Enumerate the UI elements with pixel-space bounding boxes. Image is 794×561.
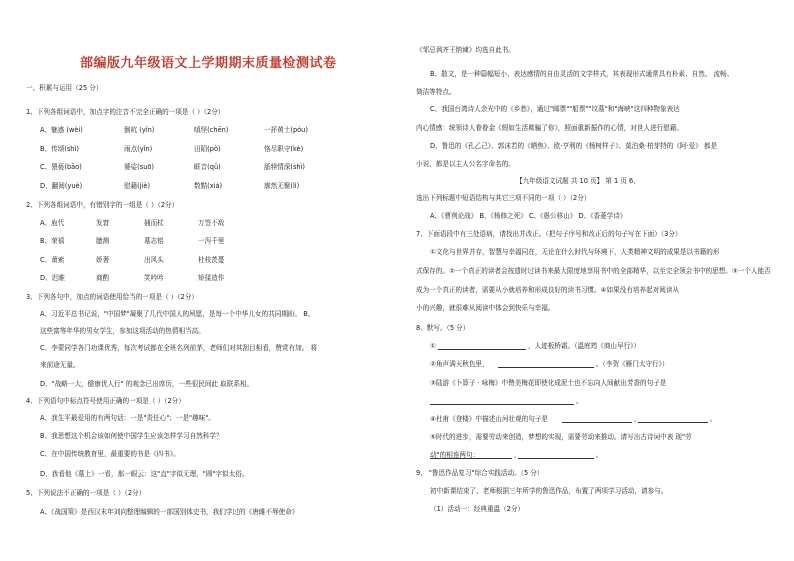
left-text-line: C、猥亵(bāo) (40, 163, 82, 171)
left-text-line: 嗔怪(chēn) (194, 126, 229, 134)
left-text-line: B、荣禧 (40, 237, 65, 245)
left-text-line: 发窘 (96, 219, 110, 227)
right-text-line: 选出下列标题中短语结构与其它三项不同的一项（ ）（2分） (416, 194, 591, 202)
left-text-line: 笑吟吟 (144, 274, 164, 282)
left-text-line: D、翻阅(yuè) (40, 182, 83, 190)
right-text-line: ① (430, 342, 436, 350)
right-text-line: （1）活动一：经典重温（2分） (430, 505, 525, 513)
left-text-line: B、我思想这个机会该如何使中国学生应该怎样学习自然科学？ (40, 432, 223, 440)
left-text-line: 3、下列各句中，加点的词语使用恰当的一项是（ ）（2分） (26, 293, 199, 301)
left-text-line: C、萧索 (40, 256, 65, 264)
answer-blank-line[interactable] (518, 452, 594, 459)
right-text-line: 。 (710, 415, 717, 423)
right-text-line: 7、下面语段中有三处语病，请找出并改正。（把句子序号和改正后的句子写在下面）（3分） (416, 230, 682, 238)
left-text-line: 一抔黄土(póu) (264, 126, 308, 134)
left-text-line: 一泻千里 (198, 237, 225, 245)
left-text-line: 眶音(qǔ) (194, 163, 221, 171)
right-text-line: 成为一个真正的读者，需要从小就培养和形成良好的读书习惯。④如果没有培养起对阅读从 (416, 286, 680, 294)
right-text-line: A、《曹刿论战》 B、《杨修之死》 C、《愚公移山》 D、《香菱学诗》 (430, 212, 627, 220)
left-text-line: 矫揉造作 (198, 274, 225, 282)
left-text-line: 廓然无聚(lì) (264, 182, 300, 190)
left-text-line: 数黠(xiá) (194, 182, 223, 190)
left-text-line: D、我看他《墓上》一看，那一眼云：这"直"字似无理，"圆"字似太俗。 (40, 470, 249, 478)
left-text-line: 一、积累与运用（25 分） (26, 84, 103, 92)
left-text-line: 杜枝茨蔓 (198, 256, 225, 264)
answer-blank-line[interactable] (562, 416, 632, 423)
left-text-line: A、庖代 (40, 219, 65, 227)
right-text-line: ， (634, 415, 641, 423)
right-text-line: 小的兴趣，就很难从阅读中体会到快乐与幸福。 (416, 304, 555, 312)
answer-blank-line[interactable] (438, 343, 526, 350)
left-text-line: A、《战国策》是西汉末年刘向整理编辑的一部国别体史书，我们学过的《唐雎不辱使命》 (40, 508, 299, 516)
left-text-line: D、"战略一大，健康优人行" 的观念已出席历，一些很民间此 取联系相。 (40, 380, 254, 388)
right-text-line: ①文化与世界并存，智慧与幸福同在，无论在什么时代与环境下，人类精神文明的成果是以书籍的形 (430, 248, 720, 256)
left-text-line: 恪尽职守(kè) (264, 145, 304, 153)
left-text-line: A、我生平最爱用的有两句话：一是"责任心"；一是"趣味"。 (40, 414, 215, 422)
right-text-line: B、散文，是一种篇幅短小、表达感情的自由灵活的文学样式，其表现形式通常具有朴素、自然、 流畅、 (430, 70, 734, 78)
right-text-line: 简洁等特点。 (416, 88, 456, 96)
right-text-line: C、我国台湾诗人余光中的《乡愁》，通过"邮票""船票""坟墓"和"海峡"这四种物象表达 (430, 105, 680, 113)
right-text-line: 式保存的。②一个真正的读者会按遗时过读书来最大限度地享用书中的全部精华，以至完全领会书中的思想。③一个人能否 (416, 267, 771, 275)
answer-blank-line[interactable] (498, 361, 594, 368)
right-text-line: 【九年级语文试题 共 10 页】 第 1 页 6、 (516, 177, 640, 185)
left-text-line: 雨点(yǐn) (124, 145, 153, 153)
right-text-line: 小说，都是以主人公名字命名的。 (416, 160, 515, 168)
left-text-line: 4、下列语句中标点符号使用正确的一项是（ ）（2分） (26, 397, 185, 405)
left-text-line: 墓志铭 (144, 237, 164, 245)
right-text-line: ⑤时代的进步，需要劳动来创造，梦想的实现，需要劳动来推动。请写出古诗词中表 现"劳 (430, 433, 692, 441)
left-text-line: 2、下列各组词语中，有错别字的一组是（ ）（2分） (26, 201, 179, 209)
left-text-line: 田陌(pò) (194, 145, 221, 153)
left-text-line: 婆娑(suō) (124, 163, 154, 171)
right-text-line: 内心情感：统领诗人眷眷金《假如生活欺骗了你》，照面重新振作的心情，对世人进行慰藉。 (416, 124, 684, 132)
left-text-line: 出风头 (144, 256, 164, 264)
left-text-line: 舐犊情深(shì) (264, 163, 305, 171)
right-text-line: ，人迹板桥霜。（温庭筠《商山早行》） (528, 342, 641, 350)
left-text-line: C、李蒙同学各门功课优秀，每次考试都在全班名列前茅，老师们对其刮目相看，赞赏有加。 将 (40, 344, 318, 352)
left-text-line: 来前途无量。 (40, 361, 80, 369)
left-text-line: 臆测 (96, 237, 110, 245)
left-text-line: 娇奢 (96, 256, 110, 264)
left-text-line: D、迟睢 (40, 274, 65, 282)
right-text-line: ， (514, 451, 521, 459)
left-text-line: 1、下列各组词语中，加点字的注音不完全正确的一项是（ ）（2分） (26, 108, 225, 116)
right-text-line: ③陆游《卜算子 · 咏梅》中赞美梅花即使化成泥土也不忘向人间献出芳香的句子是 (430, 379, 667, 387)
right-text-line: ④杜甫《登楼》中描述山河壮观的句子是 (430, 415, 549, 423)
left-text-line: C、在中国传统教育里，最重要的书是《四书》。 (40, 450, 180, 458)
left-text-line: 商酌 (96, 274, 110, 282)
right-text-line: 。（李贺《雁门太守行》） (596, 360, 669, 368)
right-text-line: 《邹忌讽齐王纳谏》均选自此书。 (416, 46, 515, 54)
right-text-line: 动"的相连两句： (430, 451, 480, 459)
left-text-line: 慰藉(jiè) (124, 182, 151, 190)
left-text-line: A、习近平总书记说，"中国梦"凝聚了几代中国人的夙愿，是每一个中华儿女的共同期盼。 B、 (40, 310, 315, 318)
left-text-line: 5、下列说法不正确的一项是（ ）（2分） (26, 489, 146, 497)
answer-blank-line[interactable] (638, 416, 708, 423)
right-text-line: 初中新课结束了，老师根据三年所学的鲁迅作品，布置了两项学习活动，请参与。 (430, 487, 668, 495)
answer-blank-line[interactable] (430, 398, 574, 405)
right-text-line: ②角声满天秋色里， (430, 360, 489, 368)
right-text-line: 8、默写。（5 分） (416, 324, 470, 332)
left-text-line: B、传颂(shì) (40, 145, 79, 153)
right-text-line: 。 (596, 451, 603, 459)
left-text-line: 捕而杖 (144, 219, 164, 227)
answer-blank-line[interactable] (430, 452, 512, 459)
exam-title: 部编版九年级语文上学期期末质量检测试卷 (80, 56, 337, 71)
left-text-line: A、魅惑 (wèi) (40, 126, 83, 134)
left-text-line: 倒吭 (yǐn) (124, 126, 155, 134)
left-text-line: 这些富等年华的男女学生，参加这项活动的热情相当高。 (40, 327, 205, 335)
left-text-line: 万签不敌 (198, 219, 225, 227)
right-text-line: 。 (576, 397, 583, 405)
right-text-line: 9、 "鲁迅作品复习"综合实践活动。（5 分） (416, 469, 544, 477)
right-text-line: D、鲁迅的《孔乙己》、郭沫若的《晒焦》、欧·亨利的《杨树样子》、莫泊桑·柏芽特的《阿·爱》 都是 (430, 142, 718, 150)
